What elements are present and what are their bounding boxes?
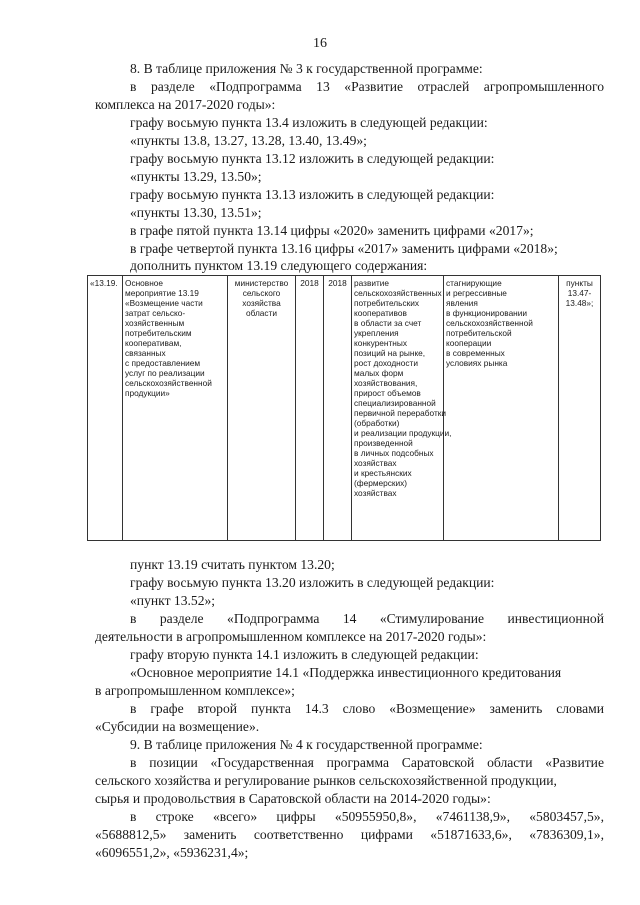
line: конкурентных <box>354 338 408 348</box>
para-13-19-renumber: пункт 13.19 считать пунктом 13.20; <box>130 557 335 572</box>
line: мероприятие 13.19 <box>125 288 199 298</box>
para-position-line1: в позиции «Государственная программа Саратовской области «Развитие <box>130 755 604 770</box>
para-13-20-col8: графу восьмую пункта 13.20 изложить в следующей редакции: <box>130 575 495 590</box>
line: связанных <box>125 348 166 358</box>
line: и регрессивные <box>446 288 507 298</box>
line: стагнирующие <box>446 278 502 288</box>
line: «Возмещение части <box>125 298 203 308</box>
line: укрепления <box>354 328 399 338</box>
para-total-line2: «5688812,5» заменить соответственно цифрами «51871633,6», «7836309,1», <box>95 827 604 842</box>
line: в современных <box>446 348 505 358</box>
para-14-1-col2: графу вторую пункта 14.1 изложить в следующей редакции: <box>130 647 479 662</box>
para-position-line3: сырья и продовольствия в Саратовской области на 2014-2020 годы»: <box>95 791 491 806</box>
para-section-14-line2: деятельности в агропромышленном комплексе на 2017-2020 годы»: <box>95 629 487 644</box>
para-13-4-col8: графу восьмую пункта 13.4 изложить в следующей редакции: <box>130 115 488 130</box>
para-9-intro: 9. В таблице приложения № 4 к государственной программе: <box>130 737 483 752</box>
line: услуг по реализации <box>125 368 205 378</box>
para-14-3-line1: в графе второй пункта 14.3 слово «Возмещение» заменить словами <box>130 701 604 716</box>
para-14-3-line2: «Субсидии на возмещение». <box>95 719 260 734</box>
cell-expected-result <box>352 276 452 541</box>
line: специализированной <box>354 398 436 408</box>
line: области <box>245 308 278 318</box>
line: рост доходности <box>354 358 418 368</box>
para-13-4-value: «пункты 13.8, 13.27, 13.28, 13.40, 13.49»; <box>130 133 367 148</box>
line: пункты <box>566 278 593 288</box>
line: сельскохозяйственных <box>354 288 442 298</box>
para-13-20-value: «пункт 13.52»; <box>130 593 216 608</box>
para-13-12-value: «пункты 13.29, 13.50»; <box>130 169 262 184</box>
line: хозяйства <box>242 298 281 308</box>
page-number: 16 <box>313 36 327 51</box>
line: с предоставлением <box>125 358 201 368</box>
para-total-line1: в строке «всего» цифры «50955950,8», «7461138,9», «5803457,5», <box>130 809 604 824</box>
para-section-13-line2: комплекса на 2017-2020 годы»: <box>95 97 276 112</box>
line: явления <box>446 298 478 308</box>
line: Основное <box>125 278 164 288</box>
line: кооперации <box>446 338 492 348</box>
para-13-13-value: «пункты 13.30, 13.51»; <box>130 205 262 220</box>
line: кооперативов <box>354 308 407 318</box>
line: потребительской <box>446 328 512 338</box>
line: продукции» <box>125 388 170 398</box>
para-position-line2: сельского хозяйства и регулирование рынков сельскохозяйственной продукции, <box>95 773 557 788</box>
line: (фермерских) <box>354 478 408 488</box>
line: первичной переработки <box>354 408 447 418</box>
para-13-13-col8: графу восьмую пункта 13.13 изложить в следующей редакции: <box>130 187 495 202</box>
line: сельскохозяйственной <box>446 318 533 328</box>
cell-consequences <box>444 276 559 541</box>
para-13-16: в графе четвертой пункта 13.16 цифры «2017» заменить цифрами «2018»; <box>130 241 558 256</box>
line: хозяйственным <box>125 318 185 328</box>
insert-table <box>87 275 601 541</box>
para-14-1-value-line2: в агропромышленном комплексе»; <box>95 683 295 698</box>
line: потребительским <box>125 328 192 338</box>
line: хозяйствования, <box>354 378 418 388</box>
line: прирост объемов <box>354 388 421 398</box>
table-row <box>88 276 601 541</box>
line: малых форм <box>354 368 404 378</box>
cell-start-year: 2018 <box>296 276 324 541</box>
para-8-intro: 8. В таблице приложения № 3 к государственной программе: <box>130 61 483 76</box>
line: сельского <box>242 288 281 298</box>
line: (обработки) <box>354 418 400 428</box>
para-section-13-line1: в разделе «Подпрограмма 13 «Развитие отраслей агропромышленного <box>130 79 604 94</box>
line: сельскохозяйственной <box>125 378 212 388</box>
line: потребительских <box>354 298 420 308</box>
line: хозяйствах <box>354 458 397 468</box>
line: в личных подсобных <box>354 448 434 458</box>
line: 13.47- <box>567 288 592 298</box>
line: хозяйствах <box>354 488 397 498</box>
line: позиций на рынке, <box>354 348 426 358</box>
line: произведенной <box>354 438 413 448</box>
para-13-12-col8: графу восьмую пункта 13.12 изложить в следующей редакции: <box>130 151 495 166</box>
line: и реализации продукции, <box>354 428 452 438</box>
line: затрат сельско- <box>125 308 186 318</box>
line: условиях рынка <box>446 358 508 368</box>
line: развитие <box>354 278 390 288</box>
line: в функционировании <box>446 308 528 318</box>
cell-measure-name <box>123 276 228 541</box>
para-add-13-19: дополнить пунктом 13.19 следующего содержания: <box>130 258 428 273</box>
para-total-line3: «6096551,2», «5936231,4»; <box>95 845 249 860</box>
line: министерство <box>234 278 289 288</box>
line: 13.48»; <box>565 298 594 308</box>
cell-end-year: 2018 <box>324 276 352 541</box>
para-section-14-line1: в разделе «Подпрограмма 14 «Стимулирование инвестиционной <box>130 611 604 626</box>
cell-number: «13.19. <box>88 276 123 541</box>
line: и крестьянских <box>354 468 412 478</box>
line: кооперативам, <box>125 338 182 348</box>
cell-executor <box>228 276 296 541</box>
para-13-14: в графе пятой пункта 13.14 цифры «2020» заменить цифрами «2017»; <box>130 223 534 238</box>
cell-related-points <box>559 276 601 541</box>
para-14-1-value-line1: «Основное мероприятие 14.1 «Поддержка инвестиционного кредитования <box>130 665 562 680</box>
line: в области за счет <box>354 318 422 328</box>
